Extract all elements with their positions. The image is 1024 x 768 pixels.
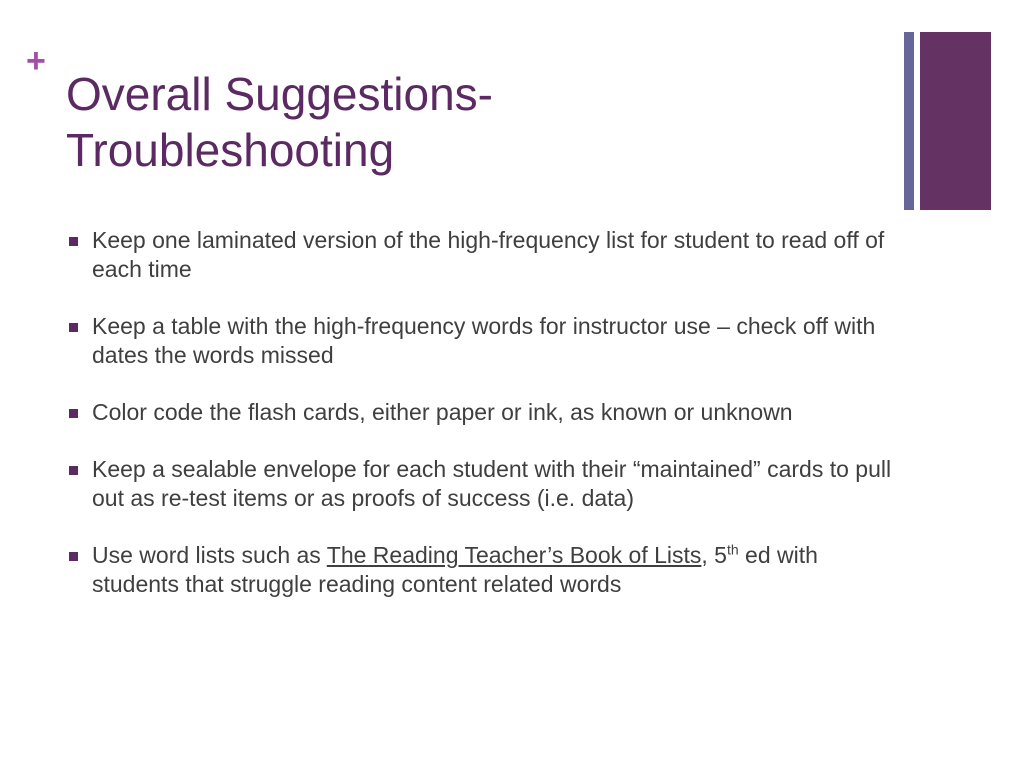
square-bullet-icon [69,237,78,246]
list-item [66,455,896,513]
edition-number: , 5 [701,542,727,568]
list-item [66,312,896,370]
title-line-2: Troubleshooting [66,124,395,176]
square-bullet-icon [69,552,78,561]
edition-superscript: th [726,541,739,558]
title-line-1: Overall Suggestions- [66,68,493,120]
square-bullet-icon [69,466,78,475]
bullet-text: Color code the flash cards, either paper or ink, as known or unknown [92,399,793,425]
bullet-text-suffix: ed with students that struggle reading content related words [92,542,818,597]
list-item [66,541,896,599]
bullet-text-prefix: Use word lists such as [92,542,327,568]
accent-bar-thick [920,32,991,210]
list-item [66,398,896,427]
slide-title [66,66,866,178]
square-bullet-icon [69,409,78,418]
book-title-link[interactable]: The Reading Teacher’s Book of Lists [326,542,702,568]
bullet-text: Keep a sealable envelope for each student with their “maintained” cards to pull out as re-test items or as proofs of success (i.e. data) [92,456,892,511]
bullet-text: Keep a table with the high-frequency words for instructor use – check off with dates the words missed [92,313,876,368]
square-bullet-icon [69,323,78,332]
plus-icon: + [26,42,46,80]
accent-bar-thin [904,32,914,210]
bullet-list [66,226,896,627]
bullet-text: Keep one laminated version of the high-frequency list for student to read off of each time [92,227,885,282]
list-item [66,226,896,284]
